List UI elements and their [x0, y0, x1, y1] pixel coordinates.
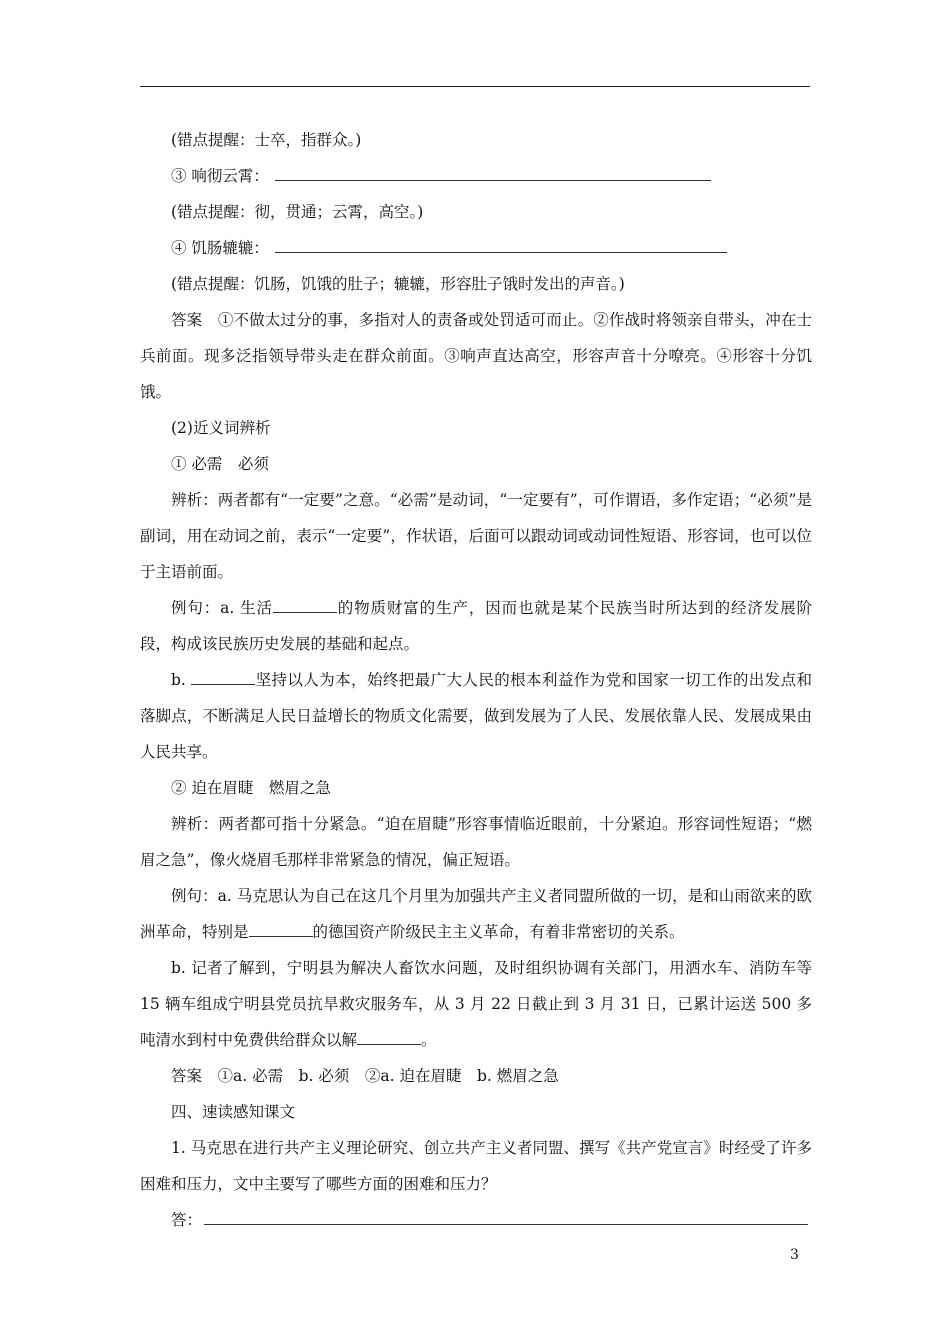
- example-paragraph: 例句：a. 马克思认为自己在这几个月里为加强共产主义者同盟所做的一切，是和山雨欲来的欧洲革命，特别是 的德国资产阶级民主主义革命，有着非常密切的关系。: [140, 887, 812, 941]
- section-heading: (2)近义词辨析: [171, 419, 271, 437]
- item-label: ③ 响彻云霄：: [171, 167, 269, 185]
- word-pair-heading: ① 必需 必须: [171, 455, 269, 473]
- analysis-paragraph: 辨析：两者都可指十分紧急。“迫在眉睫”形容事情临近眼前，十分紧迫。形容词性短语；“燃眉之急”，像火烧眉毛那样非常紧急的情况，偏正短语。: [140, 815, 812, 869]
- item-label: ④ 饥肠辘辘：: [171, 239, 269, 257]
- page-number: 3: [790, 1247, 799, 1263]
- question-paragraph: 1. 马克思在进行共产主义理论研究、创立共产主义者同盟、撰写《共产党宣言》时经受了许多困难和压力，文中主要写了哪些方面的困难和压力？: [140, 1139, 812, 1193]
- note-line: (错点提醒：士卒，指群众。): [171, 131, 362, 149]
- example-blank[interactable]: [249, 920, 313, 937]
- word-pair-heading: ② 迫在眉睫 燃眉之急: [171, 779, 331, 797]
- answer-paragraph: 答案 ①不做太过分的事，多指对人的责备或处罚适可而止。②作战时将领亲自带头，冲在士兵前面。现多泛指领导带头走在群众前面。③响声直达高空，形容声音十分嘹亮。④形容十分饥饿。: [140, 311, 812, 401]
- note-line: (错点提醒：饥肠，饥饿的肚子；辘辘，形容肚子饿时发出的声音。): [171, 275, 625, 293]
- header-rule: [140, 86, 810, 87]
- answer-field: [140, 1202, 812, 1238]
- example-paragraph: 例句：a. 生活 的物质财富的生产，因而也就是某个民族当时所达到的经济发展阶段，构成该民族历史发展的基础和起点。: [140, 590, 812, 662]
- example-blank[interactable]: [191, 668, 255, 685]
- section-heading: 四、速读感知课文: [171, 1103, 296, 1121]
- document-body: [140, 122, 812, 1238]
- example-paragraph: b. 坚持以人为本，始终把最广大人民的根本利益作为党和国家一切工作的出发点和落脚点，不断满足人民日益增长的物质文化需要，做到发展为了人民、发展依靠人民、发展成果由人民共享。: [140, 662, 812, 770]
- answer-blank[interactable]: [204, 1206, 808, 1225]
- fill-in-item: [140, 158, 812, 194]
- note-line: (错点提醒：彻，贯通；云霄，高空。): [171, 203, 424, 221]
- answer-blank[interactable]: [275, 162, 711, 181]
- example-paragraph: b. 记者了解到，宁明县为解决人畜饮水问题，及时组织协调有关部门，用洒水车、消防车等 15 辆车组成宁明县党员抗旱救灾服务车，从 3 月 22 日截止到 3 月 31 日，已累计运送 500 多吨清水到村中免费供给群众以解 。: [140, 959, 812, 1049]
- answer-label: 答：: [171, 1211, 203, 1229]
- answer-blank[interactable]: [275, 234, 727, 253]
- answer-line: 答案 ①a. 必需 b. 必须 ②a. 迫在眉睫 b. 燃眉之急: [171, 1067, 559, 1085]
- fill-in-item: [140, 230, 812, 266]
- analysis-paragraph: 辨析：两者都有“一定要”之意。“必需”是动词，“一定要有”，可作谓语，多作定语；“必须”是副词，用在动词之前，表示“一定要”，作状语，后面可以跟动词或动词性短语、形容词，也可以位于主语前面。: [140, 491, 812, 581]
- example-blank[interactable]: [357, 1028, 421, 1045]
- example-blank[interactable]: [273, 596, 337, 613]
